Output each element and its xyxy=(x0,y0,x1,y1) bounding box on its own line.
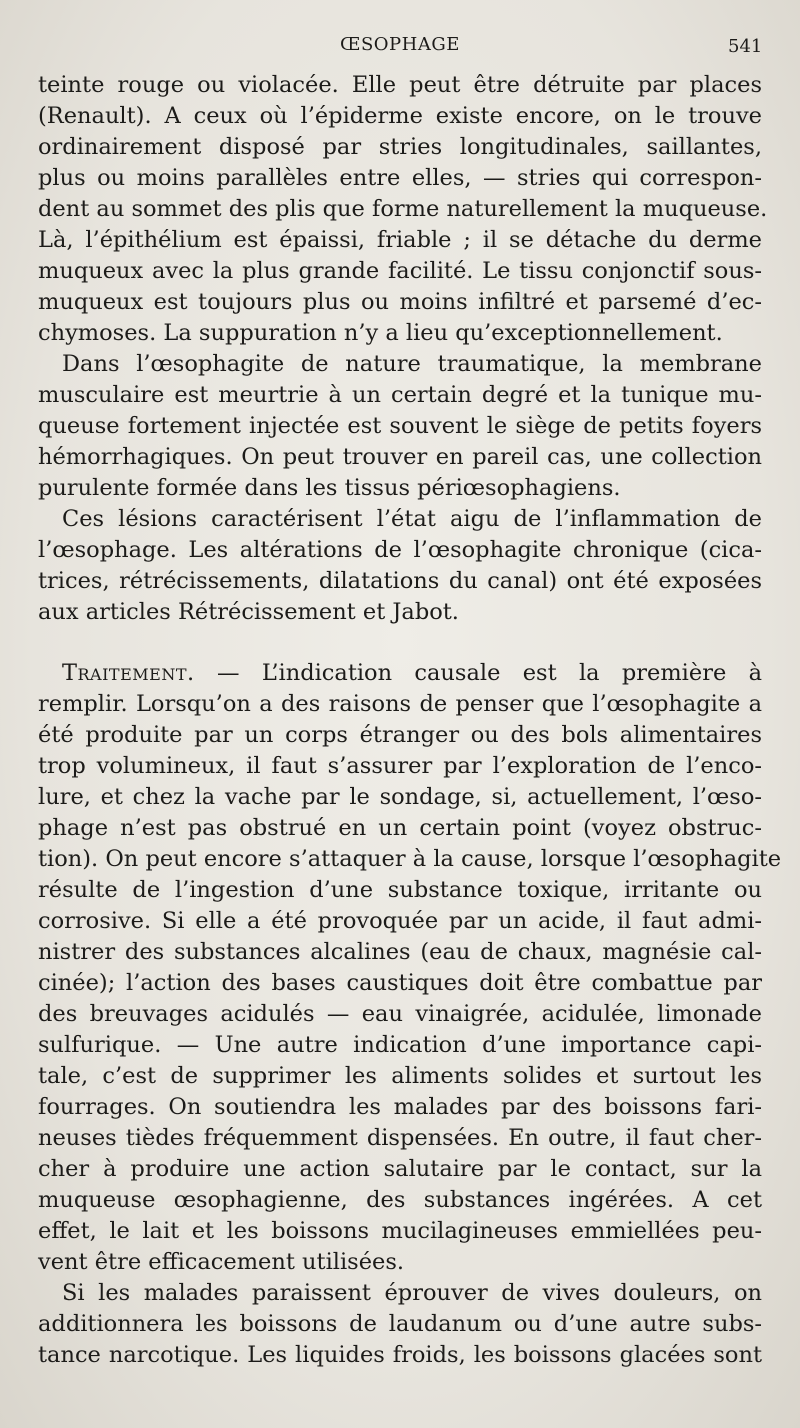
text-line: trices, rétrécissements, dilatations du canal) ont été exposées xyxy=(38,568,762,594)
text-line: trop volumineux, il faut s’assurer par l’exploration de l’enco- xyxy=(38,753,762,779)
text-line: tion). On peut encore s’attaquer à la cause, lorsque l’œsophagite xyxy=(38,846,782,872)
text-line: dent au sommet des plis que forme naturellement la muqueuse. xyxy=(38,196,768,222)
text-line: tale, c’est de supprimer les aliments solides et surtout les xyxy=(38,1063,762,1089)
text-line: aux articles Rétrécissement et Jabot. xyxy=(38,599,459,625)
text-line: nistrer des substances alcalines (eau de chaux, magnésie cal- xyxy=(38,939,762,965)
text-line: muqueuse œsophagienne, des substances ingérées. A cet xyxy=(38,1187,762,1213)
text-line: muqueux avec la plus grande facilité. Le tissu conjonctif sous- xyxy=(38,258,762,284)
paragraph-2 xyxy=(38,349,762,504)
text-line: plus ou moins parallèles entre elles, — stries qui correspon- xyxy=(38,165,762,191)
text-line: neuses tièdes fréquemment dispensées. En outre, il faut cher- xyxy=(38,1125,762,1151)
text-line: vent être efficacement utilisées. xyxy=(38,1249,405,1275)
text-line: des breuvages acidulés — eau vinaigrée, acidulée, limonade xyxy=(38,1001,762,1027)
heading-line-rest: — L’indication causale est la première à xyxy=(194,660,762,686)
text-line: cinée); l’action des bases caustiques doit être combattue par xyxy=(38,970,762,996)
paragraph-3 xyxy=(38,504,762,628)
text-line: hémorrhagiques. On peut trouver en pareil cas, une collection xyxy=(38,444,762,470)
text-line: (Renault). A ceux où l’épiderme existe encore, on le trouve xyxy=(38,103,762,129)
text-line: Dans l’œsophagite de nature traumatique, la membrane xyxy=(62,351,762,377)
text-line: l’œsophage. Les altérations de l’œsophagite chronique (cica- xyxy=(38,537,762,563)
text-line: lure, et chez la vache par le sondage, si, actuellement, l’œso- xyxy=(38,784,762,810)
text-line: été produite par un corps étranger ou des bols alimentaires xyxy=(38,722,762,748)
text-line: additionnera les boissons de laudanum ou d’une autre subs- xyxy=(38,1311,762,1337)
text-line: chymoses. La suppuration n’y a lieu qu’exceptionnellement. xyxy=(38,320,723,346)
text-line: teinte rouge ou violacée. Elle peut être détruite par places xyxy=(38,72,762,98)
text-line: cher à produire une action salutaire par le contact, sur la xyxy=(38,1156,762,1182)
text-line: ordinairement disposé par stries longitudinales, saillantes, xyxy=(38,134,762,160)
text-line: effet, le lait et les boissons mucilagineuses emmiellées peu- xyxy=(38,1218,762,1244)
text-line: Ces lésions caractérisent l’état aigu de l’inflammation de xyxy=(62,506,762,532)
text-line: muqueux est toujours plus ou moins infiltré et parsemé d’ec- xyxy=(38,289,762,315)
text-line-heading xyxy=(38,658,762,689)
text-line: sulfurique. — Une autre indication d’une importance capi- xyxy=(38,1032,762,1058)
page-number: 541 xyxy=(728,36,763,57)
text-line: musculaire est meurtrie à un certain degré et la tunique mu- xyxy=(38,382,762,408)
text-line: résulte de l’ingestion d’une substance toxique, irritante ou xyxy=(38,877,762,903)
paragraph-1 xyxy=(38,70,768,349)
section-heading: Traitement. xyxy=(62,660,195,686)
text-line: tance narcotique. Les liquides froids, les boissons glacées sont xyxy=(38,1342,762,1368)
text-line: Là, l’épithélium est épaissi, friable ; il se détache du derme xyxy=(38,227,762,253)
paragraph-traitement xyxy=(38,658,782,1278)
text-line: queuse fortement injectée est souvent le siège de petits foyers xyxy=(38,413,762,439)
body-text xyxy=(38,70,782,1371)
text-line: phage n’est pas obstrué en un certain point (voyez obstruc- xyxy=(38,815,762,841)
text-line: purulente formée dans les tissus périœsophagiens. xyxy=(38,475,621,501)
paragraph-5 xyxy=(38,1278,762,1371)
section-gap xyxy=(38,628,762,658)
running-head xyxy=(0,34,800,60)
text-line: corrosive. Si elle a été provoquée par un acide, il faut admi- xyxy=(38,908,762,934)
text-line: remplir. Lorsqu’on a des raisons de penser que l’œsophagite a xyxy=(38,691,762,717)
text-line: fourrages. On soutiendra les malades par des boissons fari- xyxy=(38,1094,762,1120)
running-title: ŒSOPHAGE xyxy=(340,34,460,55)
text-line: Si les malades paraissent éprouver de vives douleurs, on xyxy=(62,1280,762,1306)
